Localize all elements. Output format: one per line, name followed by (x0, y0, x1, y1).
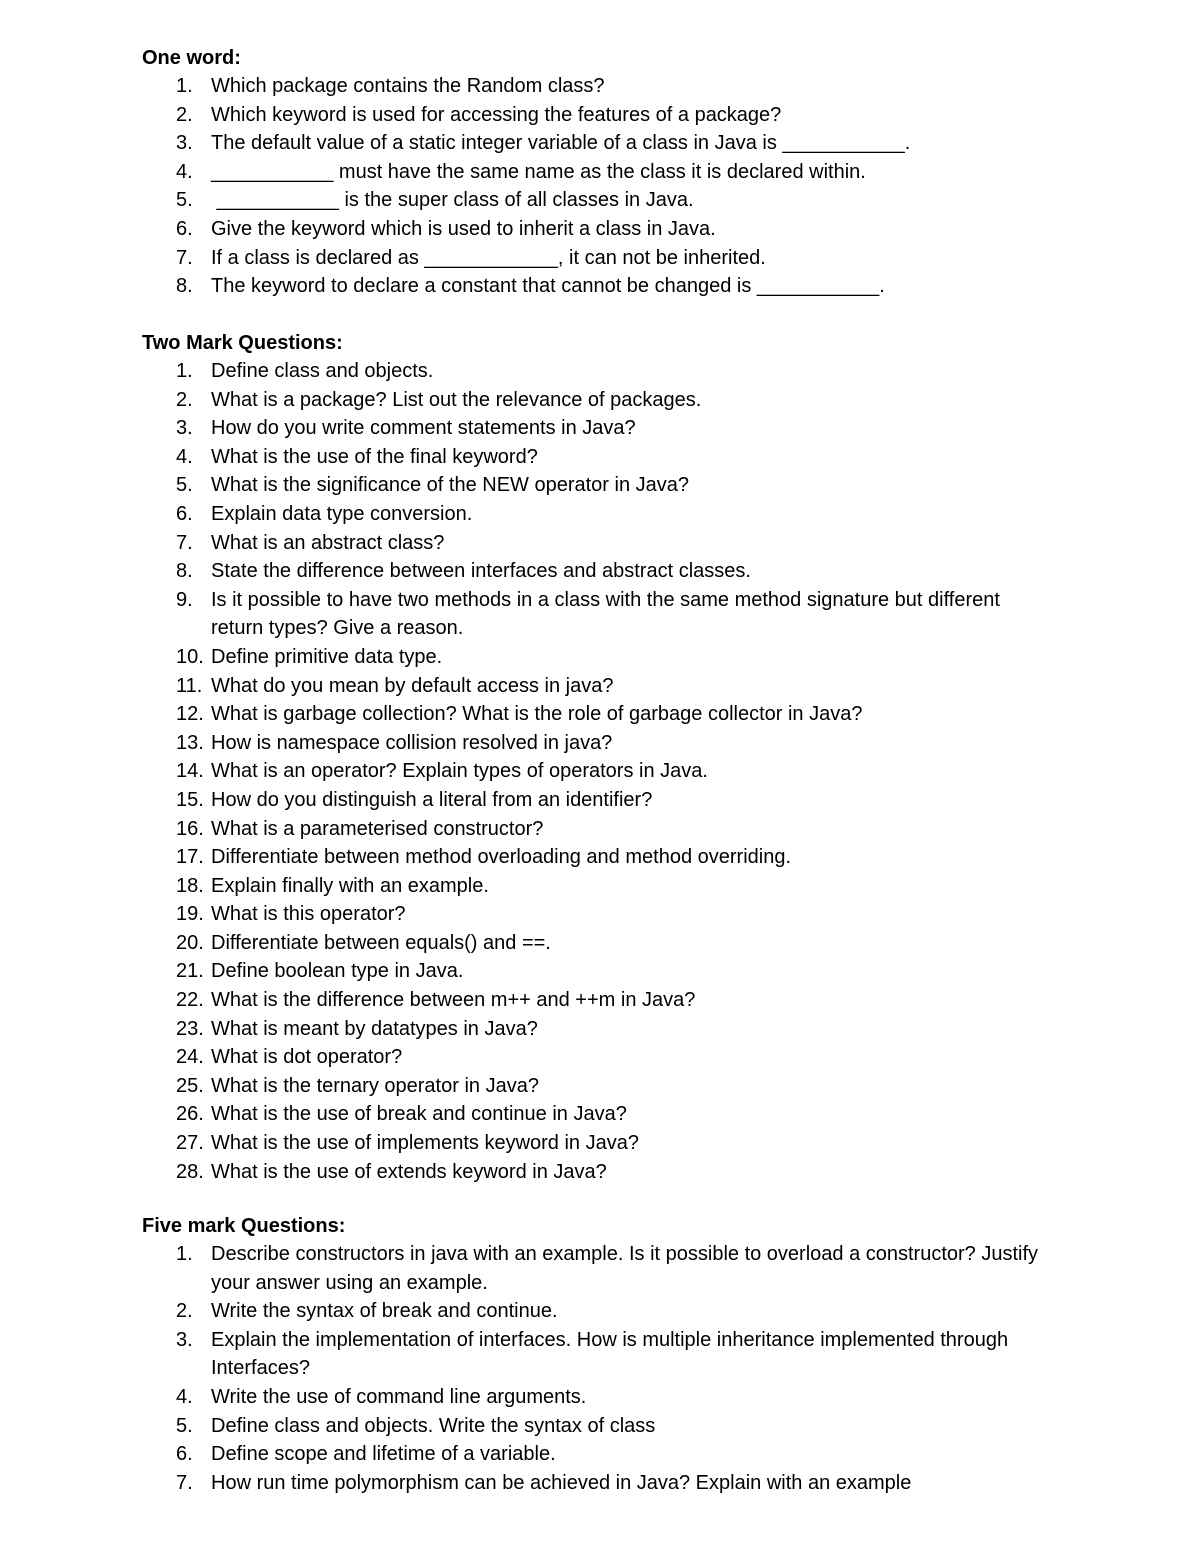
question-text: Differentiate between equals() and ==. (211, 931, 551, 954)
question-text: ___________ must have the same name as the class it is declared within. (211, 160, 866, 183)
question-number: 14. (176, 760, 204, 783)
question-item (0, 186, 1200, 215)
question-number: 17. (176, 846, 204, 869)
question-number: 2. (176, 1300, 193, 1323)
question-item (0, 1129, 1200, 1158)
section-heading-two-mark: Two Mark Questions: (142, 332, 343, 354)
question-number: 7. (176, 246, 193, 269)
question-number: 1. (176, 1243, 193, 1265)
question-item (0, 1100, 1200, 1129)
question-item (0, 129, 1200, 158)
question-number: 8. (176, 560, 193, 583)
question-text: The default value of a static integer variable of a class in Java is ___________. (211, 132, 911, 155)
question-number: 4. (176, 160, 193, 183)
question-item (0, 986, 1200, 1015)
question-text: What is the use of extends keyword in Java? (211, 1160, 607, 1183)
question-number: 21. (176, 960, 204, 983)
question-number: 2. (176, 103, 193, 126)
question-item (0, 1240, 1200, 1297)
question-text: Write the use of command line arguments. (211, 1385, 587, 1408)
question-number: 10. (176, 645, 204, 668)
question-number: 23. (176, 1017, 204, 1040)
question-text: What is this operator? (211, 903, 406, 926)
question-text: What is dot operator? (211, 1046, 403, 1069)
question-text: Define scope and lifetime of a variable. (211, 1443, 556, 1466)
question-item (0, 529, 1200, 558)
question-item (0, 1072, 1200, 1101)
question-number: 6. (176, 1443, 193, 1466)
question-item (0, 843, 1200, 872)
question-text: Describe constructors in java with an example. Is it possible to overload a constructor? Justify your answer using an example. (211, 1243, 1044, 1294)
question-item (0, 1015, 1200, 1044)
question-item (0, 1043, 1200, 1072)
question-text: How run time polymorphism can be achieved in Java? Explain with an example (211, 1471, 912, 1494)
question-number: 26. (176, 1103, 204, 1126)
question-text: How do you distinguish a literal from an identifier? (211, 788, 653, 811)
question-item (0, 929, 1200, 958)
question-number: 28. (176, 1160, 204, 1183)
question-text: Define boolean type in Java. (211, 960, 464, 983)
question-item (0, 101, 1200, 130)
question-text: The keyword to declare a constant that cannot be changed is ___________. (211, 275, 885, 298)
question-number: 13. (176, 731, 204, 754)
question-number: 3. (176, 417, 193, 440)
question-number: 20. (176, 931, 204, 954)
question-text: Write the syntax of break and continue. (211, 1300, 558, 1323)
section-heading-one-word: One word: (142, 47, 241, 69)
question-text: Define class and objects. Write the syntax of class (211, 1414, 656, 1437)
question-item (0, 900, 1200, 929)
question-text: What is a parameterised constructor? (211, 817, 544, 840)
question-item (0, 215, 1200, 244)
question-item (0, 386, 1200, 415)
question-item (0, 872, 1200, 901)
question-number: 22. (176, 989, 204, 1012)
question-number: 2. (176, 388, 193, 411)
question-text: What do you mean by default access in java? (211, 674, 614, 697)
question-text: Give the keyword which is used to inherit a class in Java. (211, 217, 716, 240)
question-text: What is meant by datatypes in Java? (211, 1017, 538, 1040)
question-text: What is a package? List out the relevance of packages. (211, 388, 702, 411)
question-item (0, 414, 1200, 443)
question-item (0, 471, 1200, 500)
question-item (0, 643, 1200, 672)
question-number: 6. (176, 502, 193, 525)
question-number: 4. (176, 445, 193, 468)
question-item (0, 158, 1200, 187)
question-text: How is namespace collision resolved in java? (211, 731, 613, 754)
question-number: 3. (176, 132, 193, 155)
question-number: 6. (176, 217, 193, 240)
question-number: 27. (176, 1132, 204, 1155)
question-number: 1. (176, 360, 193, 382)
question-item (0, 700, 1200, 729)
question-item (0, 500, 1200, 529)
question-number: 5. (176, 189, 193, 212)
question-number: 5. (176, 474, 193, 497)
question-text: Explain finally with an example. (211, 874, 489, 897)
question-text: What is the ternary operator in Java? (211, 1074, 539, 1097)
question-text: State the difference between interfaces and abstract classes. (211, 560, 751, 583)
question-number: 3. (176, 1328, 193, 1351)
question-number: 7. (176, 1471, 193, 1494)
question-item (0, 815, 1200, 844)
question-text: What is the difference between m++ and ++m in Java? (211, 989, 696, 1012)
question-text: Is it possible to have two methods in a class with the same method signature but different return types? Give a reason. (211, 588, 1006, 640)
question-item (0, 1383, 1200, 1412)
question-number: 25. (176, 1074, 204, 1097)
question-text: Which package contains the Random class? (211, 75, 605, 97)
question-text: If a class is declared as ____________, it can not be inherited. (211, 246, 766, 269)
question-item (0, 244, 1200, 273)
question-item (0, 1326, 1200, 1383)
question-text: What is the use of implements keyword in Java? (211, 1132, 639, 1155)
question-item (0, 443, 1200, 472)
question-item (0, 786, 1200, 815)
question-item (0, 672, 1200, 701)
two-mark-question-list (0, 357, 1200, 1186)
question-text: ___________ is the super class of all classes in Java. (211, 189, 694, 212)
question-number: 24. (176, 1046, 204, 1069)
question-item (0, 1158, 1200, 1187)
question-text: What is the use of break and continue in Java? (211, 1103, 627, 1126)
five-mark-question-list (0, 1240, 1200, 1497)
question-item (0, 1297, 1200, 1326)
question-item (0, 729, 1200, 758)
question-item (0, 1440, 1200, 1469)
section-heading-five-mark: Five mark Questions: (142, 1215, 346, 1237)
one-word-question-list (0, 72, 1200, 301)
question-number: 8. (176, 275, 193, 298)
question-item (0, 557, 1200, 586)
question-item (0, 1469, 1200, 1498)
question-text: Define primitive data type. (211, 645, 443, 668)
question-number: 19. (176, 903, 204, 926)
question-text: What is garbage collection? What is the role of garbage collector in Java? (211, 703, 863, 726)
question-number: 1. (176, 75, 193, 97)
question-number: 5. (176, 1414, 193, 1437)
question-text: Explain the implementation of interfaces. How is multiple inheritance implemented through Interfaces? (211, 1328, 1014, 1380)
question-number: 16. (176, 817, 204, 840)
question-text: How do you write comment statements in Java? (211, 417, 636, 440)
question-number: 12. (176, 703, 204, 726)
question-item (0, 272, 1200, 301)
question-text: What is an operator? Explain types of operators in Java. (211, 760, 708, 783)
question-number: 4. (176, 1385, 193, 1408)
question-text: Differentiate between method overloading and method overriding. (211, 846, 791, 869)
question-item (0, 357, 1200, 386)
question-number: 9. (176, 588, 193, 611)
question-item (0, 757, 1200, 786)
question-number: 11. (176, 674, 203, 697)
question-text: What is the significance of the NEW operator in Java? (211, 474, 690, 497)
question-number: 15. (176, 788, 204, 811)
question-text: What is an abstract class? (211, 531, 445, 554)
question-item (0, 957, 1200, 986)
question-text: What is the use of the final keyword? (211, 445, 538, 468)
question-number: 7. (176, 531, 193, 554)
question-item (0, 586, 1200, 643)
question-text: Which keyword is used for accessing the features of a package? (211, 103, 782, 126)
question-text: Explain data type conversion. (211, 502, 473, 525)
question-item (0, 1412, 1200, 1441)
question-number: 18. (176, 874, 204, 897)
question-text: Define class and objects. (211, 360, 434, 382)
question-item (0, 72, 1200, 101)
